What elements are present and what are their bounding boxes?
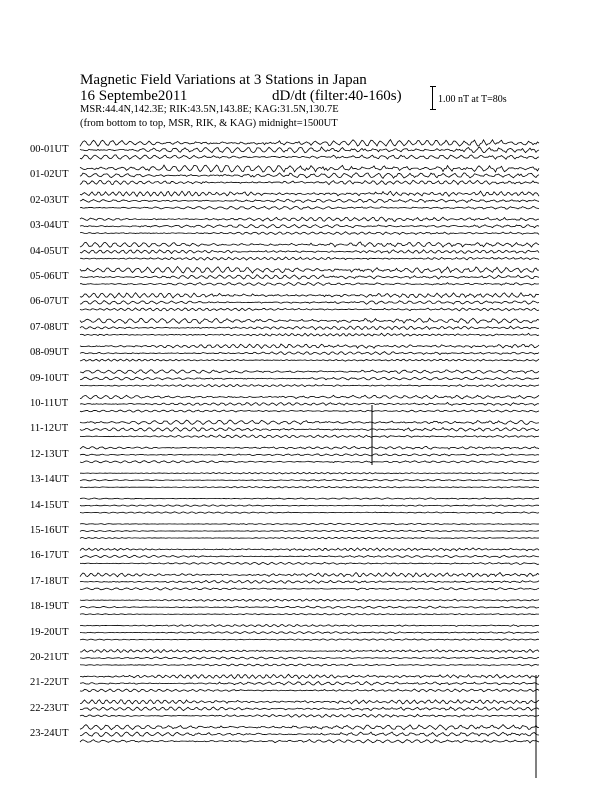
row-label: 19-20UT [30,626,69,638]
trace-msr [80,155,539,159]
trace-rik [80,632,539,634]
trace-msr [80,512,539,514]
trace-rik [80,326,539,330]
trace-kag [80,420,539,424]
trace-rik [80,173,539,179]
trace-order-note: (from bottom to top, MSR, RIK, & KAG) midnight=1500UT [80,118,338,129]
trace-kag [80,625,539,627]
trace-kag [80,472,539,474]
trace-kag [80,267,539,274]
trace-msr [80,232,539,235]
trace-msr [80,384,539,386]
trace-kag [80,140,539,147]
trace-msr [80,614,539,615]
row-label: 05-06UT [30,271,69,282]
row-label: 18-19UT [30,601,69,613]
trace-rik [80,377,539,380]
trace-msr [80,537,539,539]
chart-date: 16 Septembe2011 [80,88,188,104]
trace-rik [80,402,539,405]
trace-msr [80,486,539,488]
trace-kag [80,649,539,652]
trace-msr [80,410,539,412]
trace-kag [80,498,539,499]
trace-rik [80,479,539,480]
trace-kag [80,293,539,298]
trace-kag [80,318,539,323]
row-label: 11-12UT [30,423,69,435]
row-label: 16-17UT [30,550,69,562]
row-label: 12-13UT [30,448,69,460]
trace-rik [80,428,539,432]
trace-msr [80,689,539,692]
trace-msr [80,180,539,184]
row-label: 00-01UT [30,144,69,155]
trace-rik [80,352,539,355]
trace-kag [80,242,539,247]
trace-rik [80,454,539,456]
row-label: 03-04UT [30,220,69,232]
trace-rik [80,555,539,557]
row-label: 23-24UT [30,728,69,740]
trace-kag [80,674,539,679]
row-label: 09-10UT [30,372,69,384]
trace-msr [80,562,539,564]
trace-kag [80,395,539,399]
trace-msr [80,308,539,311]
row-label: 15-16UT [30,525,69,536]
trace-rik [80,707,539,711]
trace-kag [80,599,539,601]
row-label: 17-18UT [30,575,69,587]
trace-rik [80,732,539,737]
row-label: 01-02UT [30,169,69,181]
trace-rik [80,199,539,202]
chart-mode: dD/dt (filter:40-160s) [272,88,402,104]
trace-kag [80,523,539,524]
trace-kag [80,370,539,374]
trace-msr [80,257,539,260]
trace-msr [80,282,539,285]
trace-kag [80,191,539,196]
row-label: 20-21UT [30,652,69,663]
row-label: 02-03UT [30,194,69,206]
scale-label: 1.00 nT at T=80s [438,94,507,105]
trace-kag [80,217,539,221]
trace-msr [80,739,539,743]
trace-msr [80,461,539,463]
station-coordinates: MSR:44.4N,142.3E; RIK:43.5N,143.8E; KAG:31.5N,130.7E [80,104,339,115]
trace-kag [80,573,539,577]
trace-kag [80,446,539,449]
trace-msr [80,206,539,209]
trace-rik [80,657,539,659]
trace-kag [80,165,539,172]
trace-rik [80,505,539,507]
row-label: 22-23UT [30,702,69,714]
trace-rik [80,301,539,305]
trace-msr [80,664,539,666]
trace-rik [80,275,539,280]
row-label: 13-14UT [30,474,69,486]
row-label: 08-09UT [30,347,69,359]
trace-msr [80,588,539,590]
trace-msr [80,359,539,361]
trace-msr [80,639,539,640]
trace-msr [80,333,539,336]
trace-kag [80,344,539,348]
chart-title: Magnetic Field Variations at 3 Stations in Japan [80,72,367,88]
trace-kag [80,700,539,704]
trace-rik [80,682,539,686]
trace-rik [80,250,539,254]
trace-rik [80,580,539,583]
trace-rik [80,530,539,532]
trace-rik [80,606,539,608]
row-label: 04-05UT [30,245,69,257]
trace-kag [80,548,539,551]
row-label: 07-08UT [30,321,69,333]
trace-rik [80,147,539,153]
row-label: 14-15UT [30,499,69,511]
trace-msr [80,714,539,717]
row-label: 21-22UT [30,677,69,689]
row-label: 06-07UT [30,296,69,308]
row-label: 10-11UT [30,398,69,409]
trace-kag [80,725,539,730]
trace-msr [80,435,539,438]
trace-rik [80,224,539,228]
